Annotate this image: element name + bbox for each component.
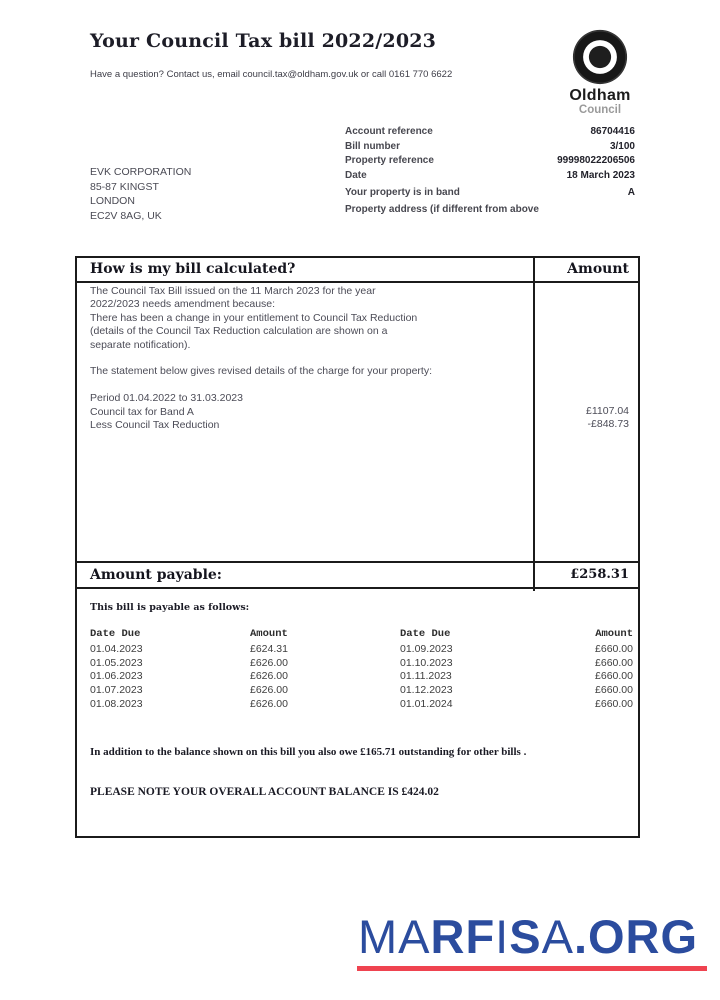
schedule-intro: This bill is payable as follows:	[90, 602, 250, 613]
account-details	[345, 126, 635, 215]
due-date: 01.12.2023	[400, 684, 453, 697]
amount-column-divider	[533, 258, 535, 591]
oldham-logo-icon	[571, 28, 629, 86]
marfisa-logo-segment: S	[509, 910, 542, 963]
oldham-logo-subtitle: Council	[578, 104, 622, 116]
due-amount: £660.00	[595, 656, 633, 669]
schedule-row	[90, 670, 633, 684]
calculation-heading: How is my bill calculated?	[90, 261, 296, 277]
account-row	[345, 170, 635, 185]
schedule-row	[90, 657, 633, 671]
due-date: 01.06.2023	[90, 670, 143, 683]
calculation-body	[90, 285, 520, 432]
amount-payable-label: Amount payable:	[90, 567, 222, 583]
due-amount: £626.00	[250, 670, 288, 683]
marfisa-logo-segment: A	[541, 910, 574, 963]
recipient-address	[90, 165, 191, 223]
due-date: 01.01.2024	[400, 697, 453, 710]
recipient-line: 85-87 KINGST	[90, 180, 159, 193]
due-date: 01.11.2023	[400, 670, 452, 683]
amount-payable-value: £258.31	[570, 567, 629, 582]
page-title: Your Council Tax bill 2022/2023	[90, 30, 437, 52]
due-date: 01.07.2023	[90, 684, 143, 697]
due-amount: £660.00	[595, 684, 633, 697]
charge-amount: £1107.04	[585, 405, 629, 417]
date-value: 18 March 2023	[566, 169, 635, 181]
due-date: 01.05.2023	[90, 656, 143, 669]
oldham-logo-wordmark: Oldham	[569, 87, 631, 104]
calculation-statement-line: The statement below gives revised details of the charge for your property:	[90, 365, 433, 378]
contact-line: Have a question? Contact us, email council.tax@oldham.gov.uk or call 0161 770 6622	[90, 69, 453, 80]
due-amount: £626.00	[250, 684, 288, 697]
calculation-text-line: The Council Tax Bill issued on the 11 March 2023 for the year	[90, 285, 376, 297]
account-reference-value: 86704416	[590, 126, 635, 137]
due-date: 01.04.2023	[90, 643, 143, 655]
schedule-row	[90, 684, 633, 698]
property-reference-value: 99998022206506	[557, 155, 635, 167]
calculation-header-row	[77, 258, 638, 283]
amount-column-heading: Amount	[567, 261, 629, 277]
date-due-header: Date Due	[400, 628, 451, 640]
due-amount: £660.00	[595, 697, 633, 710]
reduction-amount: -£848.73	[587, 418, 629, 430]
date-due-header: Date Due	[90, 628, 141, 640]
schedule-row	[90, 643, 633, 657]
account-row	[345, 126, 635, 141]
amount-header: Amount	[250, 628, 288, 640]
account-row	[345, 187, 635, 202]
marfisa-logo-segment: RF	[430, 910, 496, 963]
due-amount: £626.00	[250, 697, 288, 710]
other-bills-note: In addition to the balance shown on this bill you also owe £165.71 outstanding for other bills .	[90, 746, 527, 758]
due-amount: £660.00	[595, 670, 633, 683]
period-line: Period 01.04.2022 to 31.03.2023	[90, 392, 243, 405]
recipient-line: EC2V 8AG, UK	[90, 209, 162, 222]
payment-schedule-table	[90, 628, 633, 711]
overall-balance-note: PLEASE NOTE YOUR OVERALL ACCOUNT BALANCE IS £424.02	[90, 786, 439, 798]
property-band-value: A	[627, 186, 635, 198]
marfisa-logo-underline	[357, 966, 707, 971]
due-date: 01.08.2023	[90, 697, 143, 710]
oldham-council-logo	[555, 28, 645, 116]
calculation-text-line: There has been a change in your entitlement to Council Tax Reduction	[90, 311, 418, 324]
recipient-line: LONDON	[90, 195, 135, 208]
bill-number-label: Bill number	[345, 140, 401, 152]
marfisa-logo	[358, 912, 698, 961]
account-row	[345, 141, 635, 156]
bill-calculation-box	[75, 256, 640, 838]
schedule-row	[90, 698, 633, 712]
calculation-text-line: separate notification).	[90, 338, 191, 351]
amount-payable-row	[77, 561, 638, 589]
charge-label: Council tax for Band A	[90, 405, 194, 418]
account-reference-label: Account reference	[345, 126, 433, 137]
property-address-label: Property address (if different from above	[345, 203, 539, 215]
due-date: 01.09.2023	[400, 643, 453, 655]
due-amount: £624.31	[250, 643, 288, 655]
amount-header: Amount	[595, 628, 633, 640]
marfisa-logo-segment: MA	[358, 910, 431, 963]
due-amount: £626.00	[250, 656, 288, 669]
account-row	[345, 155, 635, 170]
property-reference-label: Property reference	[345, 155, 434, 167]
due-date: 01.10.2023	[400, 656, 453, 669]
calculation-text-line: 2022/2023 needs amendment because:	[90, 298, 276, 311]
due-amount: £660.00	[595, 643, 633, 655]
bill-number-value: 3/100	[609, 140, 635, 152]
schedule-header-row	[90, 628, 633, 643]
property-band-label: Your property is in band	[345, 186, 460, 198]
recipient-line: EVK CORPORATION	[90, 166, 192, 178]
date-label: Date	[345, 169, 367, 181]
calculation-text-line: (details of the Council Tax Reduction calculation are shown on a	[90, 325, 388, 338]
reduction-label: Less Council Tax Reduction	[90, 419, 220, 432]
marfisa-logo-segment: I	[495, 910, 510, 963]
marfisa-logo-segment: .ORG	[573, 910, 699, 963]
